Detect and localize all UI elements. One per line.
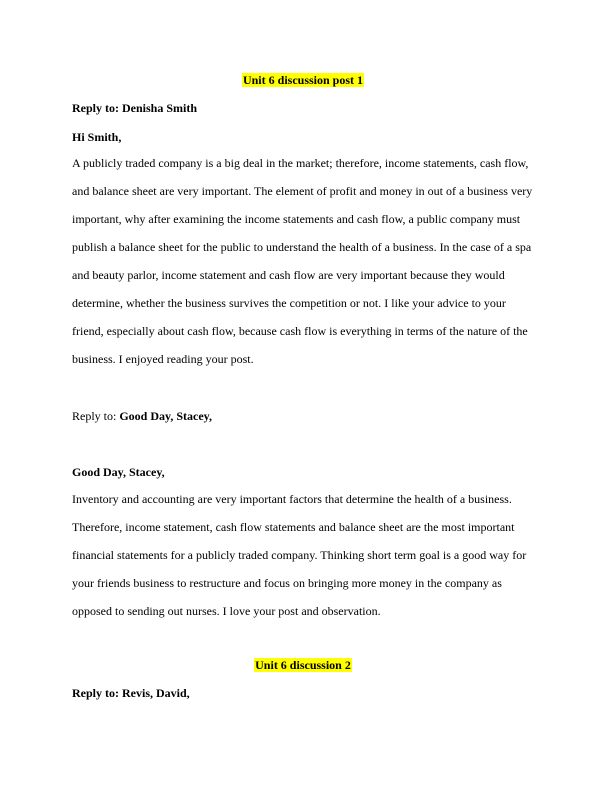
section1-paragraph-line: important, why after examining the income statements and cash flow, a public company must xyxy=(72,212,521,226)
section1-paragraph-line: friend, especially about cash flow, because cash flow is everything in terms of the nature of the xyxy=(72,324,528,338)
section1-paragraph-line: business. I enjoyed reading your post. xyxy=(72,352,254,366)
section1-title-text: Unit 6 discussion post 1 xyxy=(242,73,364,87)
reply2-paragraph-line: opposed to sending out nurses. I love your post and observation. xyxy=(72,604,381,618)
section2-reply-to: Reply to: Revis, David, xyxy=(72,686,190,700)
section1-title xyxy=(0,73,606,87)
reply2-paragraph-line: Inventory and accounting are very important factors that determine the health of a business. xyxy=(72,492,512,506)
section2-title-text: Unit 6 discussion 2 xyxy=(255,658,351,672)
reply2-prefix: Reply to: xyxy=(72,409,120,423)
section1-paragraph-line: and balance sheet are very important. The element of profit and money in out of a business very xyxy=(72,184,533,198)
reply2-reply-to xyxy=(72,409,542,423)
section1-reply-to: Reply to: Denisha Smith xyxy=(72,101,198,115)
section2-title xyxy=(0,658,606,672)
reply2-paragraph-line: financial statements for a publicly traded company. Thinking short term goal is a good way for xyxy=(72,548,527,562)
section1-paragraph-line: determine, whether the business survives the competition or not. I like your advice to your xyxy=(72,296,506,310)
section1-greeting: Hi Smith, xyxy=(72,130,122,144)
reply2-paragraph-line: your friends business to restructure and focus on bringing more money in the company as xyxy=(72,576,502,590)
reply2-paragraph-line: Therefore, income statement, cash flow statements and balance sheet are the most important xyxy=(72,520,515,534)
section1-paragraph-line: A publicly traded company is a big deal in the market; therefore, income statements, cash flow, xyxy=(72,156,529,170)
section1-paragraph-line: and beauty parlor, income statement and cash flow are very important because they would xyxy=(72,268,505,282)
reply2-greeting: Good Day, Stacey, xyxy=(72,465,165,479)
reply2-name: Good Day, Stacey, xyxy=(119,409,213,423)
section1-paragraph-line: publish a balance sheet for the public to understand the health of a business. In the case of a spa xyxy=(72,240,532,254)
